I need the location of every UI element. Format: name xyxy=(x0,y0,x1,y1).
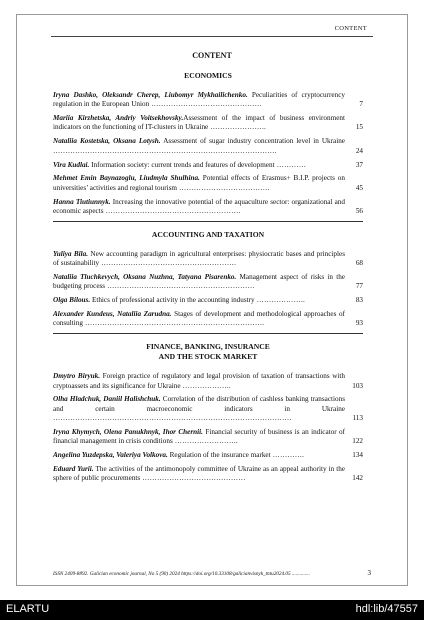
entry-leader: ………………….. xyxy=(208,123,266,132)
entry-leader: ……………………………………………………………………………………. xyxy=(53,414,292,423)
entry-leader: ………………………………………………………………. xyxy=(82,319,265,328)
repository-label: ELARTU xyxy=(6,603,50,615)
section-heading-finance: FINANCE, BANKING, INSURANCE AND THE STOCK MARKET xyxy=(146,342,270,362)
entry-page-number: 134 xyxy=(352,451,363,460)
entry-page-number: 77 xyxy=(355,282,363,291)
entry-authors: Olga Bilous. xyxy=(53,296,91,305)
entry-authors: Iryna Dashko, Oleksandr Cherep, Liubomyr Mykhailichenko. xyxy=(53,91,248,99)
entry-title: Ethics of professional activity in the accounting industry xyxy=(90,296,255,305)
entry-page-number: 122 xyxy=(352,437,363,446)
entry-title: Information society: current trends and features of development xyxy=(89,160,275,169)
entry-page-number: 113 xyxy=(352,414,363,423)
entry-title: Foreign practice of regulatory and legal provision of taxation of transactions with cryptoassets and its significance for Ukraine xyxy=(53,372,345,390)
entry-authors: Mehmet Emin Baynazoglu, Liudmyla Shulhina. xyxy=(53,174,200,183)
entry-title: Stages of development and methodological approaches of consulting xyxy=(53,310,346,328)
entry-authors: Alexander Kundeus, Nataliia Zarudna. xyxy=(53,310,172,319)
entry-title: Potential effects of Erasmus+ B.I.P. projects on universities’ activities and regional tourism xyxy=(53,174,345,192)
entry-leader: ………………………………………………………………………………. xyxy=(53,146,277,155)
entry-page-number: 45 xyxy=(355,183,363,192)
entry-authors: Nataliia Tluchkevych, Oksana Nuzhna, Tatyana Pisarenko. xyxy=(53,273,237,282)
toc-entry[interactable] xyxy=(53,91,363,110)
entry-authors: Angelina Yuzdepska, Valeriya Volkova. xyxy=(53,451,168,460)
entry-title: The activities of the antimonopoly committee of Ukraine as an appeal authority in the sphere of public procurements xyxy=(53,465,345,483)
header-rule xyxy=(51,36,373,37)
entry-leader: ……………………………………… xyxy=(149,100,263,109)
entry-page-number: 56 xyxy=(355,206,363,215)
section-divider xyxy=(53,221,363,222)
entry-leader: ……………….. xyxy=(254,296,305,305)
entry-title: Correlation of the distribution of cashless banking transactions and certain macroeconomic indicators in Ukraine xyxy=(53,395,346,413)
entry-authors: Dmytro Biryuk. xyxy=(53,372,101,381)
entry-authors: Hanna Tiutiunnyk. xyxy=(53,197,111,206)
entry-title: Increasing the innovative potential of the aquaculture sector: organizational and economic aspects xyxy=(53,197,345,215)
toc-entry[interactable] xyxy=(53,372,363,391)
entry-leader: …………. xyxy=(270,451,305,460)
toc-entry[interactable] xyxy=(53,198,363,217)
toc-entry[interactable] xyxy=(53,273,363,292)
entry-authors: Mariia Kirzhetska, Andriy Voitsekhovsky. xyxy=(53,114,184,123)
toc-entry[interactable] xyxy=(53,296,363,305)
entry-page-number: 68 xyxy=(355,259,363,268)
entry-page-number: 7 xyxy=(359,100,363,109)
toc-entry[interactable] xyxy=(53,310,363,329)
entry-authors: Olha Hladchuk, Daniil Halishchuk. xyxy=(53,395,161,404)
entry-page-number: 93 xyxy=(355,319,363,328)
toc-entry[interactable] xyxy=(53,428,363,447)
entry-title: Management aspect of risks in the budgeting process xyxy=(53,273,345,291)
entry-authors: Vira Kudlai. xyxy=(53,160,90,169)
entry-title: Assessment of the impact of business environment indicators on the functioning of IT-clusters in Ukraine xyxy=(53,114,345,132)
entry-leader: …………………………………… xyxy=(140,474,246,483)
toc-entry[interactable] xyxy=(53,465,363,484)
entry-authors: Nataliia Kostetska, Oksana Lotysh. xyxy=(53,137,161,146)
entry-page-number: 83 xyxy=(355,296,363,305)
entry-title: Assessment of sugar industry concentration level in Ukraine xyxy=(160,137,345,146)
entry-leader: ………………………………………………. xyxy=(99,259,237,268)
entry-authors: Iryna Khymych, Olena Panukhnyk, Ihor Chernii. xyxy=(53,427,203,436)
section-heading-economics: ECONOMICS xyxy=(184,71,232,80)
running-head: CONTENT xyxy=(334,25,367,32)
toc-entry[interactable] xyxy=(53,174,363,193)
repository-bar xyxy=(0,600,424,620)
entry-leader: …………………………………………………… xyxy=(105,282,255,291)
toc-entry[interactable] xyxy=(53,114,363,133)
entry-leader: ………………………………. xyxy=(177,183,270,192)
entry-title: New accounting paradigm in agricultural enterprises: physiocratic bases and principles of sustainability xyxy=(53,249,345,268)
entry-leader: ………… xyxy=(274,160,307,169)
entry-title: Regulation of the insurance market xyxy=(167,451,271,460)
toc-entry[interactable] xyxy=(53,137,363,156)
toc-entry[interactable] xyxy=(53,395,363,423)
entry-leader: ………………………………………………. xyxy=(103,206,241,215)
page-title: CONTENT xyxy=(192,51,232,60)
handle-link[interactable]: hdl:lib/47557 xyxy=(355,603,418,615)
footer-citation: ISSN 2409-8892. Galician economic journal, No 5 (90) 2024 https://doi.org/10.33108/galicianvisnyk_tntu2024.05 .............. xyxy=(53,571,311,577)
entry-page-number: 37 xyxy=(355,160,363,169)
toc-entry[interactable] xyxy=(53,250,363,269)
page-footer xyxy=(53,571,371,577)
document-page xyxy=(16,14,408,586)
entry-title: Financial security of business is an indicator of financial management in crisis conditions xyxy=(53,427,345,446)
entry-authors: Eduard Yurii. xyxy=(53,465,94,474)
entry-title: Peculiarities of cryptocurrency regulation in the European Union xyxy=(53,91,345,109)
section-divider xyxy=(53,333,363,334)
entry-page-number: 142 xyxy=(352,474,363,483)
section-heading-accounting: ACCOUNTING AND TAXATION xyxy=(151,229,265,239)
entry-page-number: 24 xyxy=(355,146,363,155)
page-number: 3 xyxy=(367,569,371,577)
entry-authors: Yuliya Bila. xyxy=(53,249,89,258)
entry-leader: …………………….. xyxy=(172,437,238,446)
toc-entry[interactable] xyxy=(53,451,363,460)
entry-page-number: 103 xyxy=(352,381,363,390)
entry-leader: ……………….. xyxy=(180,381,231,390)
entry-page-number: 15 xyxy=(355,123,363,132)
toc-entry[interactable] xyxy=(53,161,363,170)
table-of-contents xyxy=(53,71,363,488)
